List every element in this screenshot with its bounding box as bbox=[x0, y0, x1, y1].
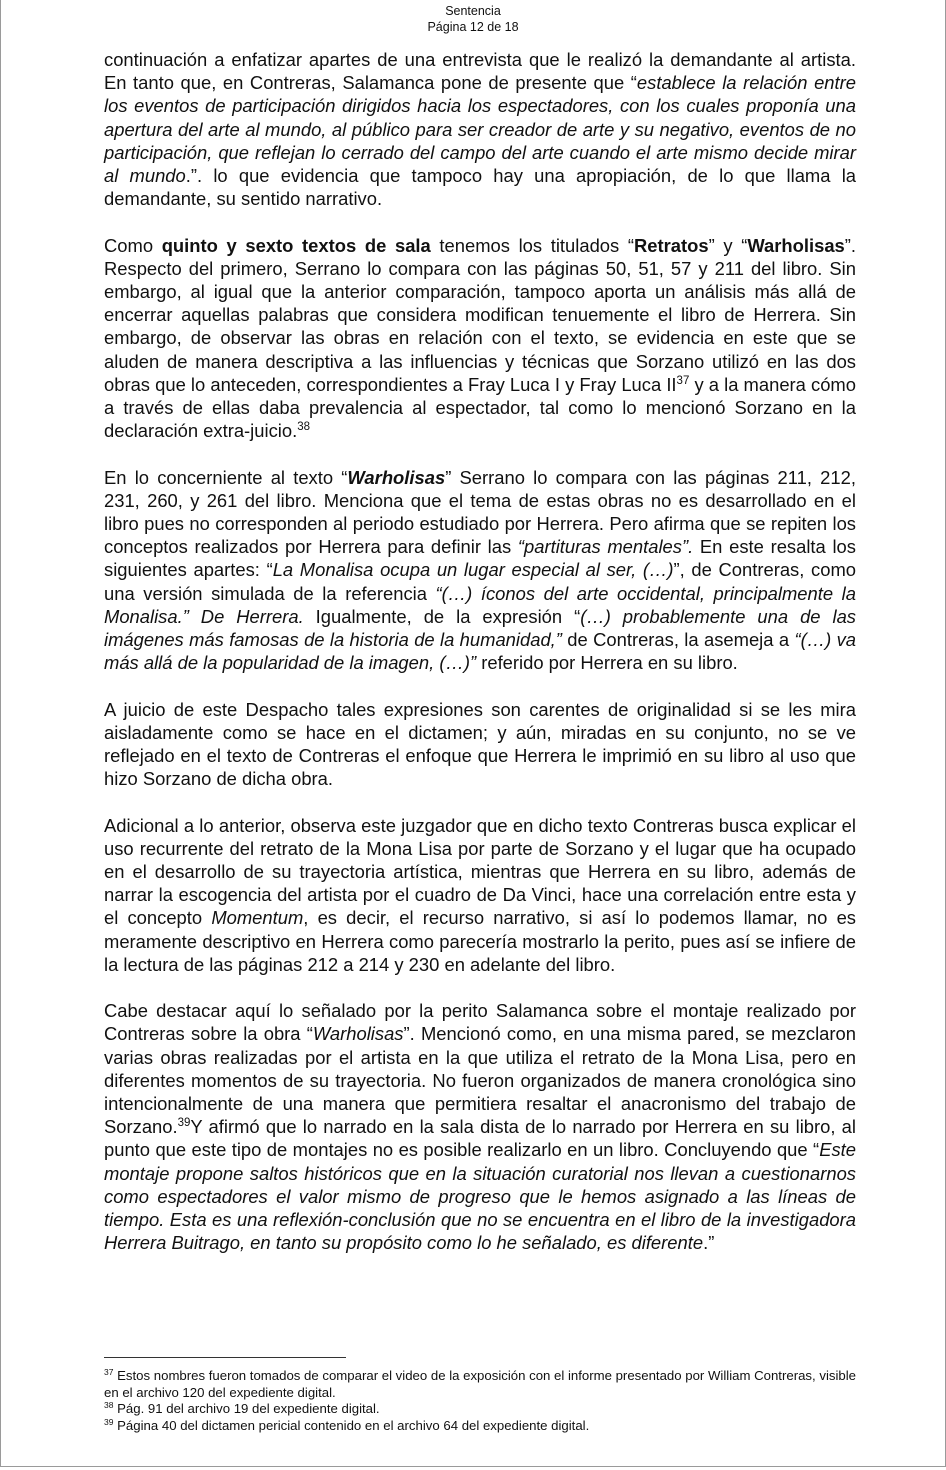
text-run: Y afirmó que lo narrado en la sala dista de lo narrado por Herrera en su libro, al punto que este tipo de montajes no es posible realizarlo en un libro. Concluyendo que “ bbox=[104, 1116, 856, 1161]
text-run: tenemos los titulados “ bbox=[430, 234, 634, 256]
footnote-number: 39 bbox=[104, 1416, 114, 1427]
text-run: ” Serrano lo compara con las páginas 211, 212, 231, 260, y 261 del libro. Menciona que el tema de estas obras no es desarrollado en el libro pues no corresponden al periodo estudiado por Herrera. Pero afirma que se repiten los conceptos realizados por Herrera para definir las bbox=[104, 466, 856, 558]
document-title: Sentencia bbox=[445, 4, 501, 18]
footnote-reference: 39 bbox=[177, 1117, 191, 1130]
paragraph bbox=[104, 698, 856, 791]
italic-text: “(…) íconos del arte occidental, principalmente la Monalisa.” De Herrera. bbox=[104, 582, 856, 627]
page-number: Página 12 de 18 bbox=[427, 20, 519, 34]
text-run: ” y “ bbox=[708, 234, 748, 256]
text-run: Cabe destacar aquí lo señalado por la perito Salamanca sobre el montaje realizado por Contreras sobre la obra “ bbox=[104, 1000, 856, 1045]
footnote-reference: 37 bbox=[676, 374, 690, 387]
text-run: En este resalta los siguientes apartes: “ bbox=[104, 536, 856, 581]
footnote-reference: 38 bbox=[297, 421, 310, 434]
text-run: .”. lo que evidencia que tampoco hay una apropiación, de lo que llama la demandante, su sentido narrativo. bbox=[104, 165, 857, 210]
body-text bbox=[104, 48, 856, 1254]
text-run: A juicio de este Despacho tales expresiones son carentes de originalidad si se les mira aisladamente como se hace en el dictamen; y aún, miradas en su conjunto, no se ve reflejado en el texto de Contreras el enfoque que Herrera le imprimió en su libro al uso que hizo Sorzano de dicha obra. bbox=[104, 698, 856, 790]
footnote-number: 38 bbox=[104, 1400, 114, 1411]
paragraph bbox=[104, 48, 856, 210]
italic-text: Warholisas bbox=[312, 1023, 404, 1045]
footnote bbox=[104, 1368, 856, 1401]
text-run: ”. Mencionó como, en una misma pared, se mezclaron varias obras realizadas por el artista en la que utiliza el retrato de la Mona Lisa, pero en diferentes momentos de su trayectoria. No fueron organizados de manera cronológica sino intencionalmente de una manera que permitiera resaltar el anacronismo del trabajo de Sorzano. bbox=[104, 1023, 856, 1138]
footnote-separator bbox=[104, 1357, 346, 1358]
paragraph bbox=[104, 814, 856, 976]
text-run: En lo concerniente al texto “ bbox=[104, 466, 348, 488]
footnote-text: Estos nombres fueron tomados de comparar el video de la exposición con el informe presentado por William Contreras, visible en el archivo 120 del expediente digital. bbox=[104, 1368, 856, 1400]
bold-text: Warholisas bbox=[747, 234, 845, 256]
footnotes bbox=[104, 1368, 856, 1434]
footnote-number: 37 bbox=[104, 1367, 114, 1377]
text-run: ”. Respecto del primero, Serrano lo compara con las páginas 50, 51, 57 y 211 del libro. Sin embargo, al igual que la anterior comparación, tampoco aporta un análisis más allá de encerrar aquellas palabras que considera modifican tenuemente el libro de Herrera. Sin embargo, de observar las obras en relación con el texto, se evidencia en este que se aluden de manera descriptiva a las influencias y técnicas que Sorzano utilizó en las dos obras que lo anteceden, correspondientes a Fray Luca I y Fray Luca II bbox=[104, 234, 857, 395]
italic-text: La Monalisa ocupa un lugar especial al ser, (…) bbox=[272, 559, 674, 581]
footnote-text: Página 40 del dictamen pericial contenido en el archivo 64 del expediente digital. bbox=[113, 1417, 590, 1433]
italic-text: “(…) va más allá de la popularidad de la imagen, (…)” bbox=[104, 629, 856, 674]
bold-italic-text: Warholisas bbox=[347, 466, 446, 488]
text-run: de Contreras, la asemeja a bbox=[561, 629, 795, 651]
text-run: referido por Herrera en su libro. bbox=[476, 652, 738, 674]
italic-text: establece la relación entre los eventos de participación dirigidos hacia los espectadores, con los cuales proponía una apertura del arte al mundo, al público para ser creador de arte y su negativo, eventos de no participación, que reflejan lo cerrado del campo del arte cuando el arte mismo decide mirar al mundo bbox=[104, 72, 856, 187]
paragraph bbox=[104, 234, 856, 443]
italic-text: Momentum bbox=[211, 907, 304, 929]
italic-text: “partituras mentales”. bbox=[517, 536, 694, 558]
text-run: Como bbox=[104, 234, 162, 256]
italic-text: Este montaje propone saltos históricos que en la situación curatorial nos llevan a cuestionarnos como espectadores el valor mismo de progreso que le hemos asignado a las líneas de tiempo. Esta es una reflexión-conclusión que no se encuentra en el libro de la investigadora Herrera Buitrago, en tanto su propósito como lo he señalado, es diferente bbox=[104, 1139, 856, 1254]
paragraph bbox=[104, 999, 856, 1254]
italic-text: (…) probablemente una de las imágenes más famosas de la historia de la humanidad,” bbox=[104, 605, 856, 651]
text-run: .” bbox=[703, 1232, 715, 1254]
bold-text: Retratos bbox=[634, 234, 709, 256]
text-run: Adicional a lo anterior, observa este juzgador que en dicho texto Contreras busca explicar el uso recurrente del retrato de la Mona Lisa por parte de Sorzano y el lugar que ha ocupado en el desarrollo de su trayectoria artística, mientras que Herrera en su libro, además de narrar la escogencia del artista por el cuadro de Da Vinci, hace una correlación entre esta y el concepto bbox=[104, 814, 856, 929]
paragraph bbox=[104, 466, 856, 675]
text-run: , es decir, el recurso narrativo, si así lo podemos llamar, no es meramente descriptivo en Herrera como parecería mostrarlo la perito, pues así se infiere de la lectura de las páginas 212 a 214 y 230 en adelante del libro. bbox=[104, 907, 856, 975]
text-run: Igualmente, de la expresión “ bbox=[303, 605, 581, 627]
page-header bbox=[1, 3, 945, 35]
bold-text: quinto y sexto textos de sala bbox=[161, 234, 431, 256]
footnote-text: Pág. 91 del archivo 19 del expediente digital. bbox=[113, 1401, 380, 1417]
text-run: continuación a enfatizar apartes de una entrevista que le realizó la demandante al artista. En tanto que, en Contreras, Salamanca pone de presente que “ bbox=[104, 49, 856, 94]
footnote bbox=[104, 1418, 856, 1435]
footnote bbox=[104, 1401, 856, 1418]
text-run: y a la manera cómo a través de ellas daba prevalencia al espectador, tal como lo mencionó Sorzano en la declaración extra-juicio. bbox=[104, 373, 856, 442]
text-run: ”, de Contreras, como una versión simulada de la referencia bbox=[104, 559, 856, 604]
